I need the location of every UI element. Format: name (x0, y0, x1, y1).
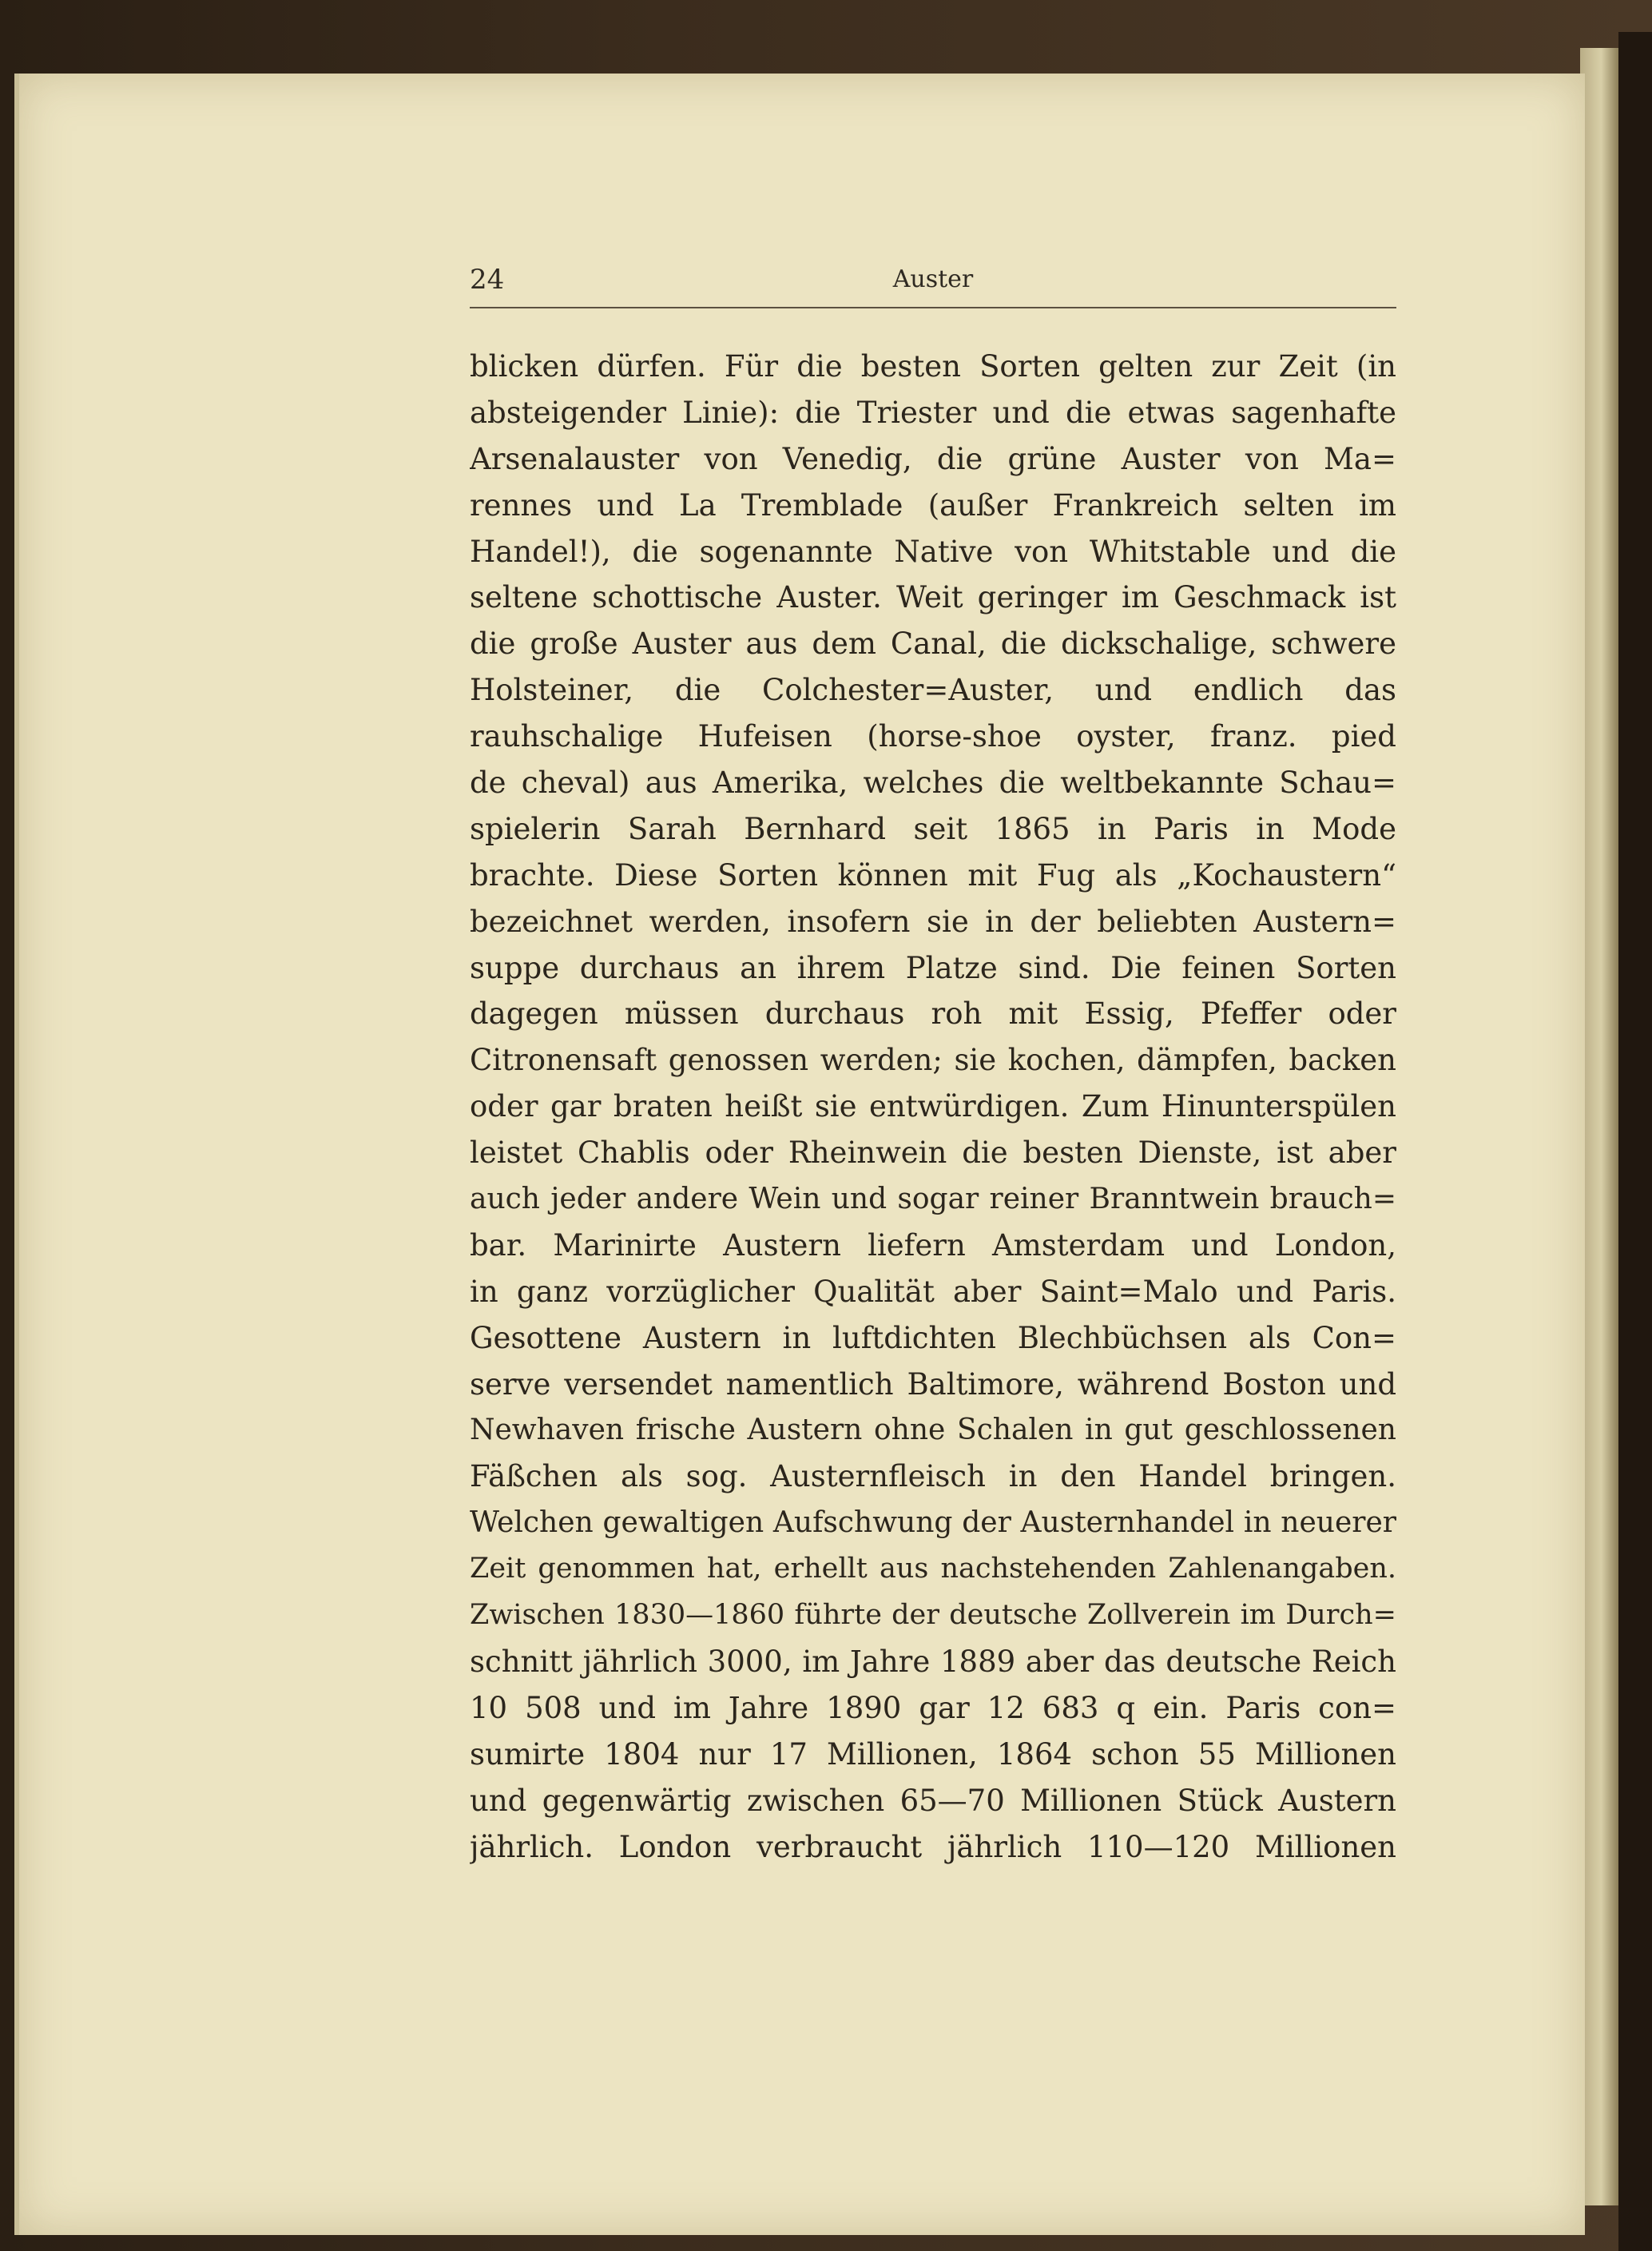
text-line: Arsenalauster von Venedig, die grüne Auster von Ma= (470, 441, 1396, 476)
running-head: Auster (892, 265, 974, 293)
text-line: absteigender Linie): die Triester und die etwas sagenhafte (470, 395, 1396, 430)
text-line: und gegenwärtig zwischen 65—70 Millionen Stück Austern (470, 1783, 1396, 1818)
text-line: brachte. Diese Sorten können mit Fug als „Kochaustern“ (470, 857, 1396, 893)
text-line: auch jeder andere Wein und sogar reiner Branntwein brauch= (470, 1183, 1396, 1216)
text-line: dagegen müssen durchaus roh mit Essig, Pfeffer oder (470, 996, 1396, 1032)
text-line: spielerin Sarah Bernhard seit 1865 in Paris in Mode (470, 811, 1396, 846)
body-text (470, 344, 1396, 1870)
text-line: de cheval) aus Amerika, welches die weltbekannte Schau= (470, 766, 1396, 801)
text-line: rennes und La Tremblade (außer Frankreich selten im (470, 487, 1396, 523)
text-line: rauhschalige Hufeisen (horse-shoe oyster, franz. pied (470, 719, 1396, 754)
text-line: suppe durchaus an ihrem Platze sind. Die feinen Sorten (470, 950, 1396, 985)
text-line: Gesottene Austern in luftdichten Blechbüchsen als Con= (470, 1320, 1396, 1355)
text-line: seltene schottische Auster. Weit geringer im Geschmack ist (470, 580, 1396, 615)
text-line: sumirte 1804 nur 17 Millionen, 1864 schon 55 Millionen (470, 1736, 1396, 1772)
text-line: Welchen gewaltigen Aufschwung der Austernhandel in neuerer (470, 1506, 1396, 1540)
text-line: Zeit genommen hat, erhellt aus nachstehenden Zahlenangaben. (470, 1553, 1396, 1585)
text-line: jährlich. London verbraucht jährlich 110—120 Millionen (470, 1829, 1396, 1864)
text-line: bar. Marinirte Austern liefern Amsterdam und London, (470, 1227, 1396, 1263)
page-header (470, 264, 1396, 308)
page-number: 24 (470, 264, 505, 296)
text-line: Zwischen 1830—1860 führte der deutsche Zollverein im Durch= (470, 1599, 1396, 1632)
text-line: serve versendet namentlich Baltimore, während Boston und (470, 1366, 1396, 1402)
text-line: in ganz vorzüglicher Qualität aber Saint=Malo und Paris. (470, 1274, 1396, 1309)
text-line: 10 508 und im Jahre 1890 gar 12 683 q ein. Paris con= (470, 1690, 1396, 1725)
text-line: Fäßchen als sog. Austernfleisch in den Handel bringen. (470, 1459, 1396, 1494)
text-line: leistet Chablis oder Rheinwein die besten Dienste, ist aber (470, 1135, 1396, 1171)
text-line: Holsteiner, die Colchester=Auster, und endlich das (470, 673, 1396, 708)
text-line: bezeichnet werden, insofern sie in der beliebten Austern= (470, 904, 1396, 939)
text-line: Handel!), die sogenannte Native von Whitstable und die (470, 534, 1396, 569)
book-edge (1618, 32, 1652, 2251)
text-line: Newhaven frische Austern ohne Schalen in gut geschlossenen (470, 1414, 1396, 1447)
text-line: schnitt jährlich 3000, im Jahre 1889 aber das deutsche Reich (470, 1644, 1396, 1679)
text-line: blicken dürfen. Für die besten Sorten gelten zur Zeit (in (470, 349, 1396, 384)
page-gutter (1580, 48, 1618, 2205)
text-line: die große Auster aus dem Canal, die dickschalige, schwere (470, 626, 1396, 662)
text-line: Citronensaft genossen werden; sie kochen, dämpfen, backen (470, 1043, 1396, 1078)
text-line: oder gar braten heißt sie entwürdigen. Zum Hinunterspülen (470, 1089, 1396, 1124)
